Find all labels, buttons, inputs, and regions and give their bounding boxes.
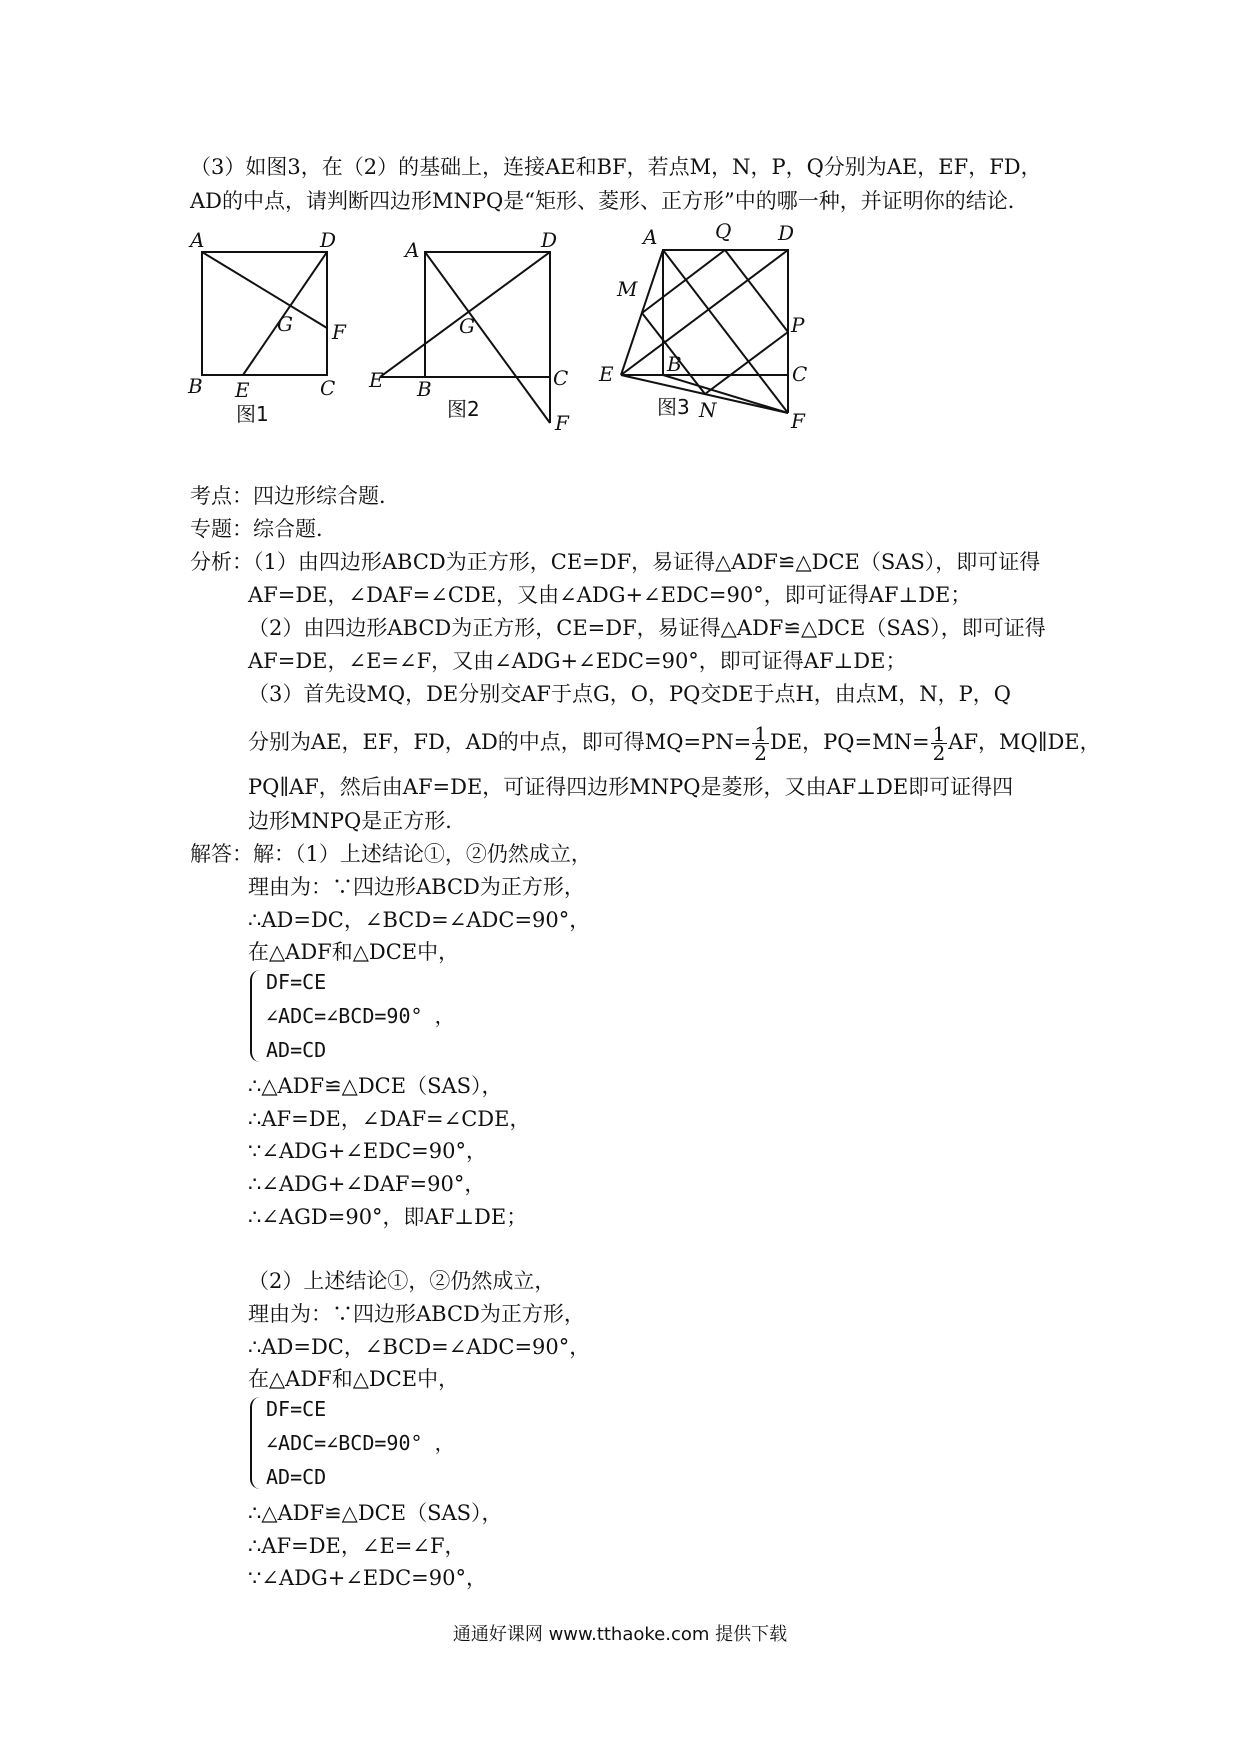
fig3-label-F: F: [791, 409, 805, 433]
solution-1-line-7: ∴∠ADG+∠DAF=90°，: [248, 1172, 486, 1196]
figure-3: [595, 218, 825, 433]
solution-1-line-3: 在△ADF和△DCE中，: [248, 940, 460, 964]
fig3-segment-PN: [705, 332, 788, 394]
analysis-line-3: （2）由四边形ABCD为正方形，CE=DF，易证得△ADF≌△DCE（SAS），即可证得: [248, 616, 1046, 640]
fig3-label-N: N: [699, 398, 717, 422]
fig3-label-E: E: [599, 362, 614, 386]
solution-2-line-3: 在△ADF和△DCE中，: [248, 1367, 460, 1391]
fraction-numerator: 1: [754, 722, 767, 746]
fig3-label-Q: Q: [715, 219, 732, 243]
solution-1-line-6: ∵∠ADG+∠EDC=90°，: [248, 1139, 487, 1163]
analysis-line-6: [248, 722, 1101, 765]
analysis-line-4: AF=DE，∠E=∠F，又由∠ADG+∠EDC=90°，即可证得AF⊥DE；: [248, 649, 907, 673]
analysis-line-6-pre: 分别为AE，EF，FD，AD的中点，即可得MQ=PN=: [248, 730, 752, 754]
solution-2-line-1: 理由为：∵四边形ABCD为正方形，: [248, 1302, 585, 1326]
fig3-caption: 图3: [657, 395, 690, 419]
fig3-label-M: M: [617, 277, 638, 301]
fig3-segment-MQ: [642, 250, 725, 313]
fig2-caption: 图2: [447, 397, 480, 421]
analysis-line-7: PQ∥AF，然后由AF=DE，可证得四边形MNPQ是菱形，又由AF⊥DE即可证得四: [248, 775, 1014, 799]
analysis-line-8: 边形MNPQ是正方形．: [248, 809, 467, 833]
figure-2: [365, 225, 575, 435]
problem-line-2: AD的中点，请判断四边形MNPQ是“矩形、菱形、正方形”中的哪一种，并证明你的结论．: [190, 189, 1029, 213]
fig1-label-G: G: [277, 312, 293, 336]
equation-system-2: [250, 1393, 510, 1493]
fraction-one-half: [931, 722, 948, 765]
fig1-label-A: A: [190, 228, 205, 252]
solution-2-line-6: ∵∠ADG+∠EDC=90°，: [248, 1566, 487, 1590]
fraction-denominator: 2: [932, 741, 946, 765]
fraction-one-half: [752, 722, 769, 765]
system-2-row-1: DF=CE: [266, 1397, 327, 1421]
fig3-square: [663, 250, 788, 375]
fraction-denominator: 2: [754, 741, 767, 765]
solution-head-2: （2）上述结论①，②仍然成立，: [248, 1269, 556, 1293]
analysis-line-5: （3）首先设MQ，DE分别交AF于点G，O，PQ交DE于点H，由点M，N，P，Q: [248, 682, 1012, 706]
solution-2-line-2: ∴AD=DC，∠BCD=∠ADC=90°，: [248, 1335, 591, 1359]
fig1-label-B: B: [188, 374, 203, 398]
fig1-label-D: D: [320, 228, 337, 252]
system-1-row-2: ∠ADC=∠BCD=90° ，: [266, 1004, 455, 1028]
fig1-label-E: E: [235, 378, 250, 402]
fig2-label-F: F: [555, 411, 569, 435]
analysis-line-2: AF=DE，∠DAF=∠CDE，又由∠ADG+∠EDC=90°，即可证得AF⊥DE；: [248, 583, 972, 607]
analysis-line-6-post: AF，MQ∥DE，: [948, 730, 1101, 754]
analysis-line-1: 分析：（1）由四边形ABCD为正方形，CE=DF，易证得△ADF≌△DCE（SAS），即可证得: [190, 550, 1041, 574]
fig3-label-A: A: [643, 225, 658, 249]
solution-1-line-4: ∴△ADF≌△DCE（SAS），: [248, 1074, 503, 1098]
fig2-label-B: B: [417, 377, 432, 401]
system-2-row-2: ∠ADC=∠BCD=90° ，: [266, 1431, 455, 1455]
fig3-label-D: D: [778, 221, 795, 245]
solution-2-line-5: ∴AF=DE，∠E=∠F，: [248, 1534, 466, 1558]
brace-icon: [250, 970, 264, 1062]
fig3-segment-DE: [621, 250, 788, 375]
kaodian-line: 考点：四边形综合题．: [190, 484, 400, 508]
solution-head-1: 解答：解：（1）上述结论①，②仍然成立，: [190, 842, 592, 866]
fig3-label-P: P: [791, 313, 805, 337]
fig3-label-C: C: [792, 362, 808, 386]
fig3-label-B: B: [667, 352, 682, 376]
fraction-numerator: 1: [932, 722, 946, 746]
solution-1-line-1: 理由为：∵四边形ABCD为正方形，: [248, 875, 585, 899]
page-footer: 通通好课网 www.tthaoke.com 提供下载: [452, 1624, 788, 1645]
fig2-square: [425, 252, 550, 377]
figure-1: [180, 225, 360, 430]
fig1-caption: 图1: [236, 402, 269, 426]
system-2-row-3: AD=CD: [266, 1465, 327, 1489]
fig1-label-F: F: [332, 320, 346, 344]
solution-2-line-4: ∴△ADF≌△DCE（SAS），: [248, 1501, 503, 1525]
solution-1-line-8: ∴∠AGD=90°，即AF⊥DE；: [248, 1205, 528, 1229]
analysis-line-6-mid: DE，PQ=MN=: [769, 730, 930, 754]
fig1-square: [202, 252, 327, 375]
solution-1-line-2: ∴AD=DC，∠BCD=∠ADC=90°，: [248, 908, 591, 932]
brace-icon: [250, 1397, 264, 1489]
solution-1-line-5: ∴AF=DE，∠DAF=∠CDE，: [248, 1107, 531, 1131]
fig1-label-C: C: [320, 376, 336, 400]
fig2-label-G: G: [459, 314, 475, 338]
problem-line-1: （3）如图3，在（2）的基础上，连接AE和BF，若点M，N，P，Q分别为AE，EF，FD，: [190, 155, 1042, 179]
zhuanti-line: 专题：综合题．: [190, 517, 337, 541]
fig2-label-D: D: [541, 228, 558, 252]
fig2-label-E: E: [369, 368, 384, 392]
fig2-label-A: A: [405, 238, 420, 262]
system-1-row-3: AD=CD: [266, 1038, 327, 1062]
fig2-label-C: C: [553, 366, 569, 390]
fig1-segment-AF: [202, 252, 327, 328]
equation-system-1: [250, 966, 510, 1066]
fig2-segment-AF: [425, 252, 550, 423]
system-1-row-1: DF=CE: [266, 970, 327, 994]
